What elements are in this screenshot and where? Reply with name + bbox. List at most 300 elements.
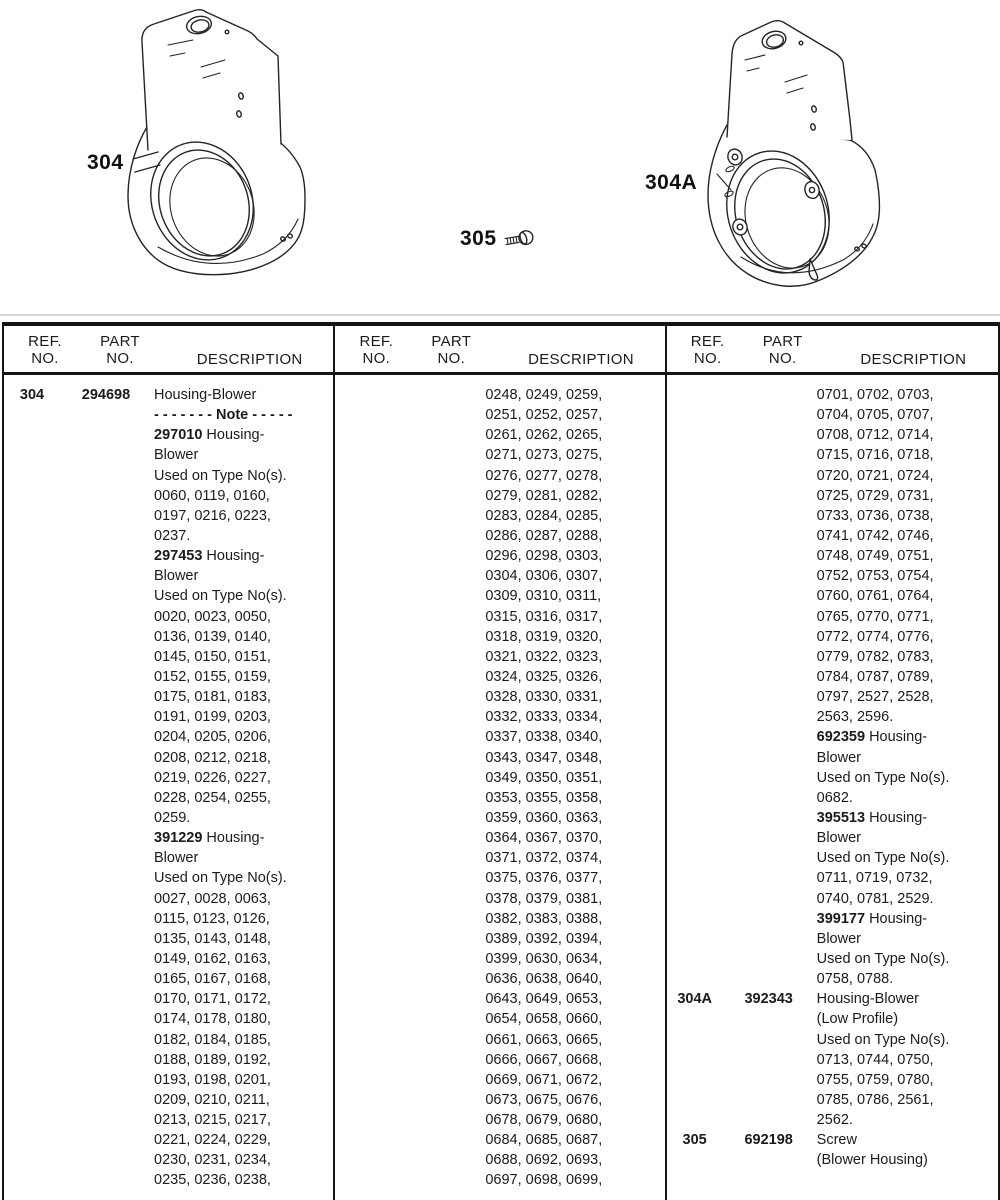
part-no [723, 1110, 815, 1130]
table-row [4, 425, 333, 445]
description-text: 391229 Housing- [154, 830, 265, 847]
header-part-no: PART NO. [431, 333, 472, 367]
part-no [723, 546, 815, 566]
table-row [4, 607, 333, 627]
ref-no [667, 748, 723, 768]
ref-no [667, 949, 723, 969]
part-no [391, 949, 483, 969]
ref-no [667, 969, 723, 989]
description-text: Used on Type No(s). [154, 588, 287, 605]
ref-no [335, 868, 391, 888]
ref-no [4, 647, 60, 667]
part-no [391, 627, 483, 647]
ref-no [4, 586, 60, 606]
description-text: 0027, 0028, 0063, [154, 890, 271, 907]
description-text: 0752, 0753, 0754, [816, 568, 934, 585]
part-no [60, 506, 152, 526]
ref-no [667, 889, 723, 909]
ref-no [667, 405, 723, 425]
table-row [667, 1009, 998, 1029]
header-ref-no: REF. NO. [690, 333, 725, 367]
table-row [667, 909, 998, 929]
screw-icon [500, 223, 542, 257]
part-no [723, 768, 815, 788]
ref-no [335, 1170, 391, 1190]
description-text: Used on Type No(s). [154, 467, 287, 484]
part-no [60, 868, 152, 888]
description-text: 2563, 2596. [816, 709, 894, 726]
part-no [60, 526, 152, 546]
ref-no [4, 607, 60, 627]
part-no [723, 707, 815, 727]
part-no [391, 768, 483, 788]
ref-no [4, 425, 60, 445]
part-no [391, 667, 483, 687]
part-no [60, 909, 152, 929]
part-no [391, 506, 483, 526]
ref-no [335, 929, 391, 949]
description-text: 0704, 0705, 0707, [816, 407, 934, 424]
part-no [60, 647, 152, 667]
description-text: 0337, 0338, 0340, [485, 729, 603, 746]
table-row [4, 586, 333, 606]
part-no [391, 1150, 483, 1170]
description-text: Used on Type No(s). [816, 950, 950, 967]
part-no [723, 868, 815, 888]
description-text: Used on Type No(s). [816, 850, 950, 867]
description-text: Blower [816, 749, 861, 766]
table-row [335, 949, 664, 969]
ref-no [335, 506, 391, 526]
part-no [60, 848, 152, 868]
table-header [4, 326, 333, 375]
part-no [391, 1050, 483, 1070]
table-row [4, 768, 333, 788]
ref-no [335, 385, 391, 405]
part-no [60, 828, 152, 848]
part-no [723, 607, 815, 627]
ref-no [335, 707, 391, 727]
ref-no [335, 949, 391, 969]
part-no [391, 1030, 483, 1050]
part-no [391, 848, 483, 868]
table-row [335, 1009, 664, 1029]
description-text: 0661, 0663, 0665, [485, 1031, 603, 1048]
description-text: 0748, 0749, 0751, [816, 548, 934, 565]
part-no [60, 486, 152, 506]
description-text: 0020, 0023, 0050, [154, 608, 271, 625]
ref-no [4, 1110, 60, 1130]
ref-no: 304A [677, 991, 712, 1008]
ref-no [4, 848, 60, 868]
part-no [723, 586, 815, 606]
table-row [667, 385, 998, 405]
ref-no [335, 627, 391, 647]
ref-no [667, 546, 723, 566]
part-no [723, 445, 815, 465]
table-row [335, 667, 664, 687]
part-no [60, 607, 152, 627]
scan-artifact-line [0, 314, 1000, 316]
table-row [4, 566, 333, 586]
description-text: 0715, 0716, 0718, [816, 447, 934, 464]
description-text: 0213, 0215, 0217, [154, 1112, 271, 1129]
part-no [60, 989, 152, 1009]
part-no [60, 889, 152, 909]
description-text: 0248, 0249, 0259, [485, 387, 603, 403]
table-row [335, 1150, 664, 1170]
ref-no [667, 808, 723, 828]
description-text: 0271, 0273, 0275, [485, 447, 603, 464]
description-text: 0343, 0347, 0348, [485, 749, 603, 766]
description-text: 0399, 0630, 0634, [485, 950, 603, 967]
table-row [667, 1090, 998, 1110]
table-row [667, 788, 998, 808]
table-row [335, 1110, 664, 1130]
table-row [4, 627, 333, 647]
table-body-column-2 [335, 375, 664, 1191]
description-text: Used on Type No(s). [154, 870, 287, 887]
table-row [667, 969, 998, 989]
table-row [4, 788, 333, 808]
table-row [335, 788, 664, 808]
table-row [335, 1170, 664, 1190]
ref-no [335, 687, 391, 707]
part-no [60, 808, 152, 828]
part-no [391, 1070, 483, 1090]
ref-no [335, 848, 391, 868]
part-no [723, 486, 815, 506]
part-no [723, 405, 815, 425]
ref-no [335, 445, 391, 465]
part-no [391, 828, 483, 848]
part-no [60, 627, 152, 647]
ref-no [667, 868, 723, 888]
description-text: 0332, 0333, 0334, [485, 709, 603, 726]
description-text: Used on Type No(s). [816, 769, 950, 786]
part-no [60, 727, 152, 747]
table-row [4, 1009, 333, 1029]
ref-no: 304 [19, 387, 45, 403]
part-no [60, 667, 152, 687]
table-row [667, 647, 998, 667]
ref-no [4, 566, 60, 586]
part-no [391, 929, 483, 949]
description-text: Blower [816, 930, 861, 947]
table-row [667, 989, 998, 1009]
description-text: Blower [154, 447, 199, 464]
ref-no [335, 788, 391, 808]
ref-no [335, 1110, 391, 1130]
ref-no [4, 707, 60, 727]
description-text: 0175, 0181, 0183, [154, 689, 271, 706]
description-text: 0165, 0167, 0168, [154, 971, 271, 988]
description-text: 0208, 0212, 0218, [154, 749, 271, 766]
description-text: 0261, 0262, 0265, [485, 427, 603, 444]
ref-no [667, 526, 723, 546]
table-row [4, 1030, 333, 1050]
ref-no [335, 828, 391, 848]
part-no [391, 687, 483, 707]
ref-no [4, 929, 60, 949]
ref-no [667, 627, 723, 647]
description-text: 0711, 0719, 0732, [816, 870, 933, 887]
part-no [723, 748, 815, 768]
part-no [60, 1050, 152, 1070]
description-text: 0765, 0770, 0771, [816, 608, 934, 625]
table-row [335, 1050, 664, 1070]
description-text: 0797, 2527, 2528, [816, 689, 934, 706]
part-no [60, 788, 152, 808]
ref-no [667, 425, 723, 445]
ref-no [667, 727, 723, 747]
table-row [335, 546, 664, 566]
table-row [4, 687, 333, 707]
table-row [4, 748, 333, 768]
ref-no [4, 989, 60, 1009]
ref-no [335, 1030, 391, 1050]
description-text: 0286, 0287, 0288, [485, 527, 603, 544]
description-text: 0784, 0787, 0789, [816, 668, 934, 685]
part-no [723, 466, 815, 486]
ref-no [4, 546, 60, 566]
part-no [391, 445, 483, 465]
description-text: 692359 Housing- [816, 729, 928, 746]
part-no [60, 1090, 152, 1110]
part-no [391, 486, 483, 506]
description-text: Used on Type No(s). [816, 1031, 950, 1048]
description-text: 0733, 0736, 0738, [816, 507, 934, 524]
ref-no [335, 425, 391, 445]
table-row [4, 1070, 333, 1090]
description-text: (Low Profile) [816, 1011, 899, 1028]
table-row [4, 848, 333, 868]
description-text: Blower [154, 850, 199, 867]
table-row [667, 687, 998, 707]
table-row [335, 506, 664, 526]
ref-no [4, 1130, 60, 1150]
ref-no [667, 1110, 723, 1130]
table-row [335, 1130, 664, 1150]
description-text: 0755, 0759, 0780, [816, 1071, 934, 1088]
ref-no [667, 445, 723, 465]
part-no [723, 566, 815, 586]
ref-no [667, 1030, 723, 1050]
table-row [667, 586, 998, 606]
part-no [723, 687, 815, 707]
table-row [335, 848, 664, 868]
ref-no [335, 1130, 391, 1150]
part-no [60, 546, 152, 566]
header-ref-no: REF. NO. [28, 333, 62, 367]
description-text: 0174, 0178, 0180, [154, 1011, 271, 1028]
description-text: 0219, 0226, 0227, [154, 769, 271, 786]
description-text: 0315, 0316, 0317, [485, 608, 603, 625]
table-row [667, 607, 998, 627]
description-text: - - - - - - - Note - - - - - [154, 407, 293, 424]
table-row [335, 486, 664, 506]
table-row [4, 1090, 333, 1110]
table-row [335, 707, 664, 727]
description-text: 0758, 0788. [816, 971, 894, 988]
part-no [723, 889, 815, 909]
ref-no [335, 1090, 391, 1110]
description-text: 297010 Housing- [154, 427, 265, 444]
description-text: 0785, 0786, 2561, [816, 1091, 934, 1108]
description-text: 0193, 0198, 0201, [154, 1071, 271, 1088]
table-row [4, 989, 333, 1009]
part-no [60, 687, 152, 707]
part-no [60, 707, 152, 727]
ref-no [335, 486, 391, 506]
table-row [667, 929, 998, 949]
table-row [335, 969, 664, 989]
description-text: 0304, 0306, 0307, [485, 568, 603, 585]
ref-no [335, 586, 391, 606]
part-no [60, 425, 152, 445]
ref-no [4, 788, 60, 808]
part-no [60, 1070, 152, 1090]
table-row [4, 889, 333, 909]
part-no [60, 1130, 152, 1150]
description-text: 0149, 0162, 0163, [154, 950, 271, 967]
part-no [60, 586, 152, 606]
part-no [60, 466, 152, 486]
part-no [391, 566, 483, 586]
table-row [667, 848, 998, 868]
description-text: 0191, 0199, 0203, [154, 709, 271, 726]
table-row [335, 748, 664, 768]
table-row [4, 929, 333, 949]
table-header [335, 326, 664, 375]
part-no [723, 1070, 815, 1090]
table-row [4, 445, 333, 465]
description-text: 0170, 0171, 0172, [154, 991, 271, 1008]
part-no [723, 506, 815, 526]
part-no [723, 647, 815, 667]
ref-no [4, 868, 60, 888]
description-text: 0740, 0781, 2529. [816, 890, 934, 907]
table-row [667, 445, 998, 465]
description-text: 0209, 0210, 0211, [154, 1091, 270, 1108]
ref-no [667, 707, 723, 727]
ref-no [335, 808, 391, 828]
table-row [667, 727, 998, 747]
table-row [4, 647, 333, 667]
description-text: 0760, 0761, 0764, [816, 588, 934, 605]
description-text: 0673, 0675, 0676, [485, 1091, 603, 1108]
description-text: 0276, 0277, 0278, [485, 467, 603, 484]
part-no [391, 1130, 483, 1150]
ref-no [335, 566, 391, 586]
part-no [60, 748, 152, 768]
table-row [4, 949, 333, 969]
part-no [723, 1050, 815, 1070]
description-text: 2562. [816, 1112, 853, 1129]
part-no [60, 445, 152, 465]
part-no [723, 949, 815, 969]
ref-no [667, 486, 723, 506]
description-text: 0318, 0319, 0320, [485, 628, 603, 645]
table-row [335, 768, 664, 788]
ref-no [667, 1009, 723, 1029]
ref-no [335, 546, 391, 566]
table-row [335, 627, 664, 647]
part-no [723, 727, 815, 747]
description-text: 399177 Housing- [816, 910, 928, 927]
ref-no [4, 808, 60, 828]
table-row [667, 667, 998, 687]
ref-no [4, 889, 60, 909]
description-text: 0115, 0123, 0126, [154, 910, 270, 927]
ref-no [667, 586, 723, 606]
part-no [391, 788, 483, 808]
description-text: 0228, 0254, 0255, [154, 789, 271, 806]
description-text: Blower [816, 830, 861, 847]
ref-no [4, 828, 60, 848]
table-row [4, 969, 333, 989]
table-row [335, 687, 664, 707]
ref-no [667, 647, 723, 667]
description-text: 0636, 0638, 0640, [485, 971, 603, 988]
ref-no [667, 1070, 723, 1090]
ref-no [4, 506, 60, 526]
table-row [335, 929, 664, 949]
ref-no [4, 687, 60, 707]
part-no [723, 1030, 815, 1050]
header-description: DESCRIPTION [196, 351, 303, 368]
description-text: 0221, 0224, 0229, [154, 1132, 271, 1149]
table-row [4, 808, 333, 828]
part-no [60, 949, 152, 969]
ref-no [667, 848, 723, 868]
description-text: 0389, 0392, 0394, [485, 930, 603, 947]
table-row [335, 1090, 664, 1110]
table-row [667, 1050, 998, 1070]
table-row [335, 586, 664, 606]
description-text: 0296, 0298, 0303, [485, 548, 603, 565]
table-header [667, 326, 998, 375]
part-no [391, 707, 483, 727]
part-no [391, 969, 483, 989]
ref-no [4, 1070, 60, 1090]
table-row [4, 667, 333, 687]
table-row [4, 707, 333, 727]
part-no: 294698 [81, 387, 131, 403]
description-text: 0371, 0372, 0374, [485, 850, 603, 867]
ref-no [335, 1050, 391, 1070]
part-no [723, 848, 815, 868]
part-no [723, 909, 815, 929]
table-row [4, 506, 333, 526]
description-text: 0684, 0685, 0687, [485, 1132, 603, 1149]
ref-no [667, 385, 723, 405]
table-row [667, 466, 998, 486]
ref-no [4, 627, 60, 647]
description-text: 0682. [816, 789, 853, 806]
table-row [335, 1030, 664, 1050]
part-no [391, 647, 483, 667]
table-body-column-3 [667, 375, 998, 1170]
table-row [335, 526, 664, 546]
description-text: 0136, 0139, 0140, [154, 628, 271, 645]
ref-no [4, 909, 60, 929]
blower-housing-drawing-304A [693, 12, 893, 312]
part-no [723, 385, 815, 405]
ref-no [335, 405, 391, 425]
ref-no [4, 1090, 60, 1110]
part-no [391, 607, 483, 627]
